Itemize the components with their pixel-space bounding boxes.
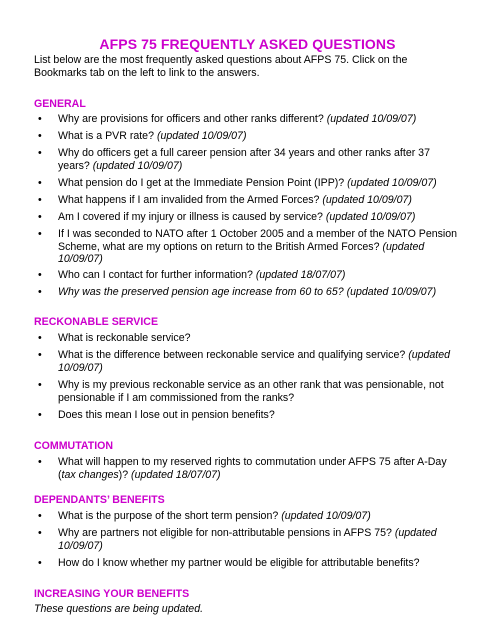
faq-item[interactable]: • Am I covered if my injury or illness is caused by service? (updated 10/09/07) — [38, 211, 416, 223]
page-title: AFPS 75 FREQUENTLY ASKED QUESTIONS — [99, 36, 396, 52]
section-note: These questions are being updated. — [34, 603, 204, 615]
faq-item[interactable]: • What is the difference between reckonable service and qualifying service? (updated 10/09/07) — [38, 349, 451, 374]
section-heading-reckonable-service: RECKONABLE SERVICE — [34, 316, 159, 328]
faq-item[interactable]: • What pension do I get at the Immediate Pension Point (IPP)? (updated 10/09/07) — [38, 177, 437, 189]
faq-item[interactable]: • Why was the preserved pension age increase from 60 to 65? (updated 10/09/07) — [38, 286, 437, 298]
faq-item[interactable]: • What will happen to my reserved rights to commutation under AFPS 75 after A-Day (tax changes)? (updated 18/07/07) — [38, 456, 447, 481]
faq-item[interactable]: • How do I know whether my partner would be eligible for attributable benefits? — [38, 557, 420, 569]
intro-text: List below are the most frequently asked questions about AFPS 75. Click on the Bookmarks tab on the left to link to the answers. — [34, 54, 408, 79]
section-heading-dependants-benefits: DEPENDANTS’ BENEFITS — [34, 494, 165, 506]
faq-item[interactable]: • Does this mean I lose out in pension benefits? — [38, 409, 275, 421]
faq-item[interactable]: • What is a PVR rate? (updated 10/09/07) — [38, 130, 247, 142]
faq-item[interactable]: • Why are provisions for officers and other ranks different? (updated 10/09/07) — [38, 113, 417, 125]
faq-item[interactable]: • What is reckonable service? — [38, 332, 191, 344]
section-heading-general: GENERAL — [34, 98, 86, 110]
faq-item[interactable]: • What is the purpose of the short term pension? (updated 10/09/07) — [38, 510, 371, 522]
section-heading-commutation: COMMUTATION — [34, 440, 114, 452]
faq-item[interactable]: • Who can I contact for further information? (updated 18/07/07) — [38, 269, 346, 281]
faq-item[interactable]: • Why do officers get a full career pension after 34 years and other ranks after 37 years? (updated 10/09/07) — [38, 147, 430, 172]
faq-item[interactable]: • Why are partners not eligible for non-attributable pensions in AFPS 75? (updated 10/09/07) — [38, 527, 437, 552]
faq-item[interactable]: • If I was seconded to NATO after 1 October 2005 and a member of the NATO Pension Scheme, what are my options on return to the British Armed Forces? (updated 10/09/07) — [38, 228, 458, 266]
section-heading-increasing-your-benefits: INCREASING YOUR BENEFITS — [34, 588, 190, 600]
faq-item[interactable]: • What happens if I am invalided from the Armed Forces? (updated 10/09/07) — [38, 194, 412, 206]
faq-item[interactable]: • Why is my previous reckonable service as an other rank that was pensionable, not pensionable if I am commissioned from the ranks? — [38, 379, 444, 404]
